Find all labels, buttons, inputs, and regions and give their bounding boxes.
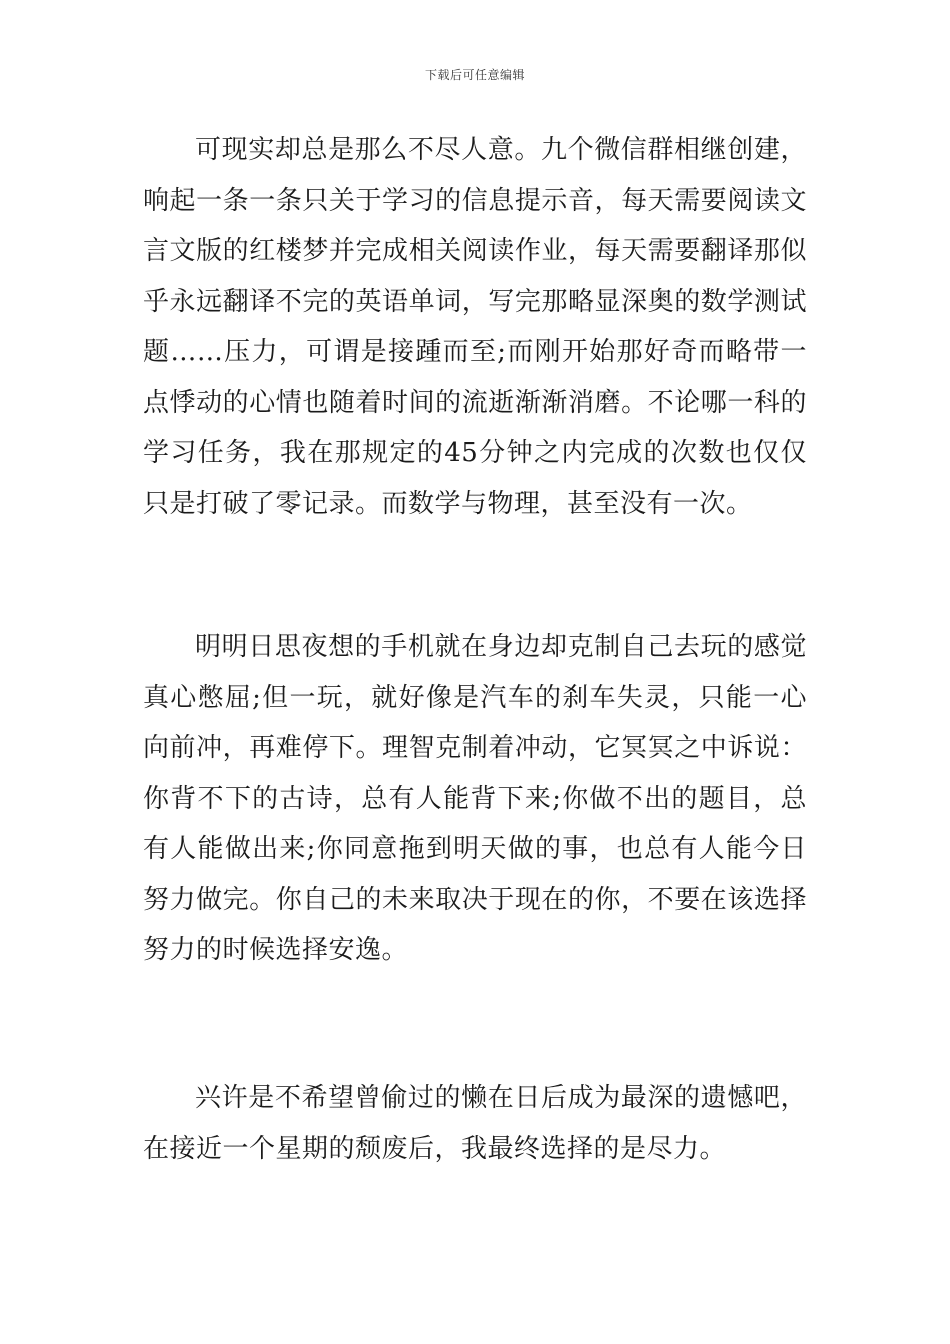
paragraph-3: 兴许是不希望曾偷过的懒在日后成为最深的遗憾吧，在接近一个星期的颓废后，我最终选择的是尽力。 — [143, 1083, 807, 1164]
paragraph-2: 明明日思夜想的手机就在身边却克制自己去玩的感觉真心憋屈;但一玩，就好像是汽车的刹车失灵，只能一心向前冲，再难停下。理智克制着冲动，它冥冥之中诉说：你背不下的古诗，总有人能背下来;你做不出的题目，总有人能做出来;你同意拖到明天做的事，也总有人能今日努力做完。你自己的未来取决于现在的你，不要在该选择努力的时候选择安逸。 — [143, 632, 807, 965]
page-header: 下载后可任意编辑 — [424, 68, 525, 82]
paragraph-1: 可现实却总是那么不尽人意。九个微信群相继创建，响起一条一条只关于学习的信息提示音，每天需要阅读文言文版的红楼梦并完成相关阅读作业，每天需要翻译那似乎永远翻译不完的英语单词，写完那略显深奥的数学测试题……压力，可谓是接踵而至;而刚开始那好奇而略带一点悸动的心情也随着时间的流逝渐渐消磨。不论哪一科的学习任务，我在那规定的45分钟之内完成的次数也仅仅只是打破了零记录。而数学与物理，甚至没有一次。 — [143, 135, 807, 519]
